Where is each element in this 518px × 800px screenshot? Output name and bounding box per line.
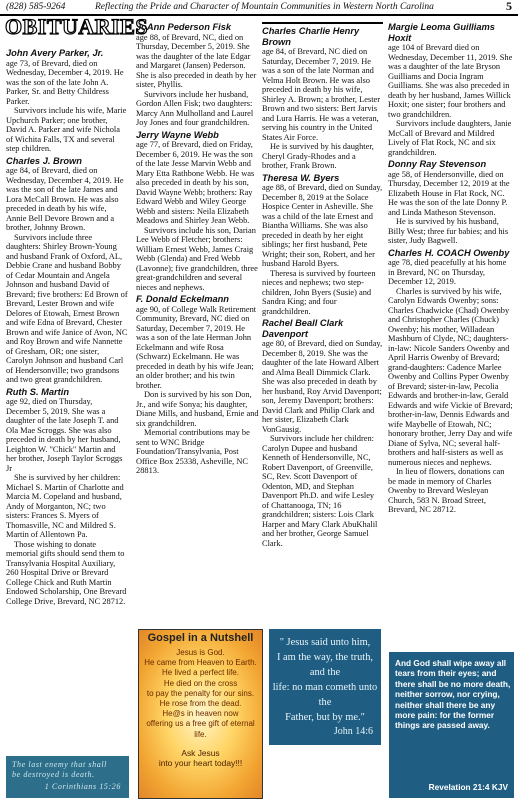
obituary-name: John Avery Parker, Jr. xyxy=(6,48,104,58)
verse-line: I am the way, the truth, and the xyxy=(277,652,373,678)
obituary-paragraph: In lieu of flowers, donations can be made in memory of Charles Owenby to Brevard Wesleyan Church, 583 N. Broad Street, Brevard, NC 28712. xyxy=(388,467,505,514)
verse-line: offering us a free gift of eternal xyxy=(146,719,255,729)
obituary-paragraph: age 84, of Brevard, died on Wednesday, December 4, 2019. He was the son of the late James and Lora McCall Brown. He was also preceded in death by his wife, Annie Bell Devore Brown and a brother, Johnny Brown. xyxy=(6,166,124,232)
obituary-paragraph: She is survived by her children: Michael S. Martin of Charlotte and Marcia M. Copeland and husband, Andy of Morganton, NC; two sisters: Frances S. Myers of Thomasville, NC and Mildred S. Martin of Allentown Pa. xyxy=(6,473,124,539)
obituary-paragraph: Memorial contributions may be sent to WNC Bridge Foundation/Transylvania, Post Office Box 25338, Asheville, NC 28813. xyxy=(136,428,250,475)
obituaries-banner: OBITUARIES xyxy=(5,14,149,39)
obituary-paragraph: age 104 of Brevard died on Wednesday, December 11, 2019. She was a daughter of the late Bryson Guilliams and Docia Ingram Guilliams. She was also preceded in death by her husband, James Willick Hoxit; one sister; four brothers and two grandchildren. xyxy=(388,43,513,119)
obituary-name: Rachel Beall Clark Davenport xyxy=(262,318,344,339)
verse-line: He came from Heaven to Earth. xyxy=(144,658,257,668)
obituary-paragraph: Survivors include her children: Carolyn Dupee and husband Kenneth of Hendersonville, NC, Robert Davenport, of Greenville, SC, Rev. Scott Davenport of Odenton, MD, and Stephan Davenport Ph.D. and wife Lesley of Chattanooga, TN; 16 grandchildren; sisters: Lois Clark Harper and Mary Clark AbuKhalil and her brother, George Samuel Clark. xyxy=(262,434,378,548)
verse-line: Ask Jesus xyxy=(181,747,220,758)
verse-line: He rose from the dead. xyxy=(159,699,242,709)
obituary-paragraph: age 92, died on Thursday, December 5, 2019. She was a daughter of the late Joseph T. and Ola Mae Scroggs. She was also preceded in death by her husband, Leighton W. "Chick" Martin and her brother, Joseph Taylor Scroggs Jr xyxy=(6,397,123,473)
obituary-paragraph: Survivors include daughters, Janie McCall of Brevard and Mildred Lively of Flat Rock, NC and six grandchildren. xyxy=(388,119,512,157)
john-verse-box xyxy=(269,629,381,745)
obituary-paragraph: Survivors include her husband, Gordon Allen Fisk; two daughters: Marcy Ann Mulholland and Laurel Joy Jones and four grandchildren. xyxy=(136,89,254,127)
obituary-paragraph: age 77, of Brevard, died on Friday, December 6, 2019. He was the son of the late Jesse Marvin Webb and Mary Etta Rathbone Webb. He was also preceded in death by his son, David Wayne Webb; brothers: Ray Edward Webb and Wiley George Webb and sisters: Neila Elizabeth Meadows and Shirley Jean Webb. xyxy=(136,140,255,225)
obituary-paragraph: age 84, of Brevard, NC died on Saturday, December 7, 2019. He was a son of the late Norman and Velma Holt Brown. He was also preceded in death by his wife, Shirley A. Brown; a brother, Lester Brown and two sisters: Bert Jarvis and Lura Harris. He was a veteran, serving his country in the United States Air Force. xyxy=(262,47,381,142)
gospel-title: Gospel in a Nutshell xyxy=(147,632,254,644)
column-4 xyxy=(388,20,514,515)
obituary-name: Charles Charlie Henry Brown xyxy=(262,22,383,47)
john-verse-text xyxy=(269,635,381,725)
obituary-paragraph: age 90, of College Walk Retirement Community, Brevard, NC died on Saturday, December 7, 2019. He was a son of the late Herman John Eckelmann and wife Rosa (Schwarz) Eckelmann. He was preceded in death by his wife Jean; an older brother; and his twin brother. xyxy=(136,304,257,390)
obituary-name: Theresa W. Byers xyxy=(262,172,340,183)
obituary-paragraph: Theresa is survived by fourteen nieces and nephews; two step-children, John Byers (Susie) and Sandra King; and four grandchildren. xyxy=(262,268,376,316)
page-number: 5 xyxy=(506,0,512,13)
obituary-paragraph: age 80, of Brevard, died on Sunday, December 8, 2019. She was the daughter of the late Howard Albert and Alma Beall Dimmick Clark. She was also preceded in death by her husband, Roy Arvid Davenport; son, Jeremy Davenport; brothers: David Clark and Philip Clark and her sister, Elizabeth Clark VonGausig. xyxy=(262,339,383,434)
verse-reference: 1 Corinthians 15:26 xyxy=(44,782,121,791)
revelation-verse-reference: Revelation 21:4 KJV xyxy=(428,781,508,792)
verse-line: He lived a perfect life. xyxy=(162,668,239,678)
revelation-verse-box xyxy=(389,652,514,798)
verse-line: " Jesus said unto him, xyxy=(279,637,371,648)
verse-line: be destroyed is death. xyxy=(12,770,95,779)
obituary-paragraph: age 88, of Brevard, NC, died on Thursday, December 5, 2019. She was the daughter of the late Edgar and Margaret (Jansen) Pederson. She is also preceded in death by her sister, Phyllis. xyxy=(136,32,257,89)
obituary-name: F. Donald Eckelmann xyxy=(136,294,229,304)
obituary-paragraph: Survivors include his wife, Marie Upchurch Parker; one brother, David A. Parker and wife Nichola of Wichita Falls, TX and several step children. xyxy=(6,106,127,153)
obituary-paragraph: Survivors include his son, Darian Lee Webb of Fletcher; brothers: William Ernest Webb, James Craig Webb (Glenda) and Fred Webb (Lavonne); five grandchildren, three great-grandchildren and several nieces and nephews. xyxy=(136,225,258,292)
revelation-verse-text: And God shall wipe away all tears from their eyes; and there shall be no more death, neither sorrow, nor crying, neither shall there be any more pain: for the former things are passed away. xyxy=(395,658,511,731)
verse-line: life. xyxy=(194,729,207,739)
column-3 xyxy=(262,20,383,548)
verse-line: life: no man cometh unto the xyxy=(272,682,378,708)
header-tagline: Reflecting the Pride and Character of Mountain Communities in Western North Carolina xyxy=(95,2,434,12)
verse-line: The last enemy that shall xyxy=(12,760,107,769)
obituary-paragraph: He is survived by his daughter, Cheryl Grady-Rhodes and a brother, Frank Brown. xyxy=(262,142,374,170)
column-1 xyxy=(6,46,128,606)
obituary-paragraph: Survivors include three daughters: Shirley Brown-Young and husband Frank of Oxford, AL, Debbie Crane and husband Bobby of Cedar Mountain and Angela Johnson and husband David of Brevard; five brothers: Ed Brown of Brevard, Lester Brown and wife Delores of Etowah, Ernest Brown and wife Edna of Brevard, Chester Brown and wife Janice of Avon, NC and Roy Brown and wife Nannette of Gresham, OR; one sister, Carolyn Johnson and husband Carl of Hendersonville; two grandsons and two great grandchildren. xyxy=(6,232,128,384)
obituary-paragraph: He is survived by his husband, Billy West; three fur babies; and his sister, Judy Bagwell. xyxy=(388,217,509,245)
gospel-ask xyxy=(139,748,262,768)
verse-line: to pay the penalty for our sins. xyxy=(146,688,255,698)
obituary-paragraph: Those wishing to donate memorial gifts should send them to Transylvania Hospital Auxiliary, 260 Hospital Drive or Brevard College Chick and Ruth Martin Endowed Scholarship, One Brevard College Drive, Brevard, NC 28712. xyxy=(6,539,127,606)
obituary-name: Donny Ray Stevenson xyxy=(388,159,487,169)
john-verse-reference: John 14:6 xyxy=(333,726,373,737)
obituary-paragraph: age 88, of Brevard, died on Sunday, December 8, 2019 at the Solace Hospice Center in Asheville. She was a child of the late Ernest and Biantha Williams. She was also preceded in death by her eight siblings; her first husband, Pete Wright; their son, Robert, and her husband Harold Byers. xyxy=(262,183,383,268)
column-2 xyxy=(136,20,259,476)
obituary-name: JoAnn Pederson Fisk xyxy=(136,22,232,32)
obituary-name: Ruth S. Martin xyxy=(6,386,70,397)
verse-line: into your heart today!!! xyxy=(158,757,243,768)
corinthians-verse-box xyxy=(6,756,129,798)
verse-line: He@s in heaven now xyxy=(162,709,239,719)
verse-line: He died on the cross xyxy=(163,678,238,688)
phone-number: (828) 585-9264 xyxy=(6,2,66,12)
obituary-name: Charles J. Brown xyxy=(6,155,82,166)
obituary-name: Charles H. COACH Owenby xyxy=(388,247,510,258)
gospel-body xyxy=(139,648,262,740)
obituary-paragraph: age 58, of Hendersonville, died on Thursday, December 12, 2019 at the Elizabeth House in Flat Rock, NC. He was the son of the late Donny P. and Linda Matheson Stevenson. xyxy=(388,169,510,217)
obituary-name: Jerry Wayne Webb xyxy=(136,129,219,140)
obituary-paragraph: Charles is survived by his wife, Carolyn Edwards Owenby; sons: Charles Chadwicke (Chad) Owenby and Christopher Charles (Chuck) Owenby; his mother, Willadean Mashburn of Clyde, NC; daughters-in-law: Nicole Sanders Owenby and April Harris Owenby of Brevard; grand-daughters: Cadence Marlee Owenby and Collins Pyper Owenby of Brevard; sister-in-law, Pecolia Edwards and brother-in-law, Gerald Edwards and wife Vickie of Brevard; brother-in-law, Dennis Edwards and wife Maybelle of Etowah, NC; honorary brother, Jerry Day and wife Diane of Sylva, NC; several half-brothers and half-sisters as well as numerous nieces and nephews. xyxy=(388,286,513,467)
obituary-paragraph: Don is survived by his son Don, Jr., and wife Sonya; his daughter, Diane Mills, and husband, Ernie and six grandchildren. xyxy=(136,390,259,428)
obituary-paragraph: age 73, of Brevard, died on Wednesday, December 4, 2019. He was the son of the late John A. Parker, Sr. and Betty Childress Parker. xyxy=(6,58,124,106)
gospel-nutshell-box xyxy=(138,629,263,799)
obituary-name: Margie Leoma Guilliams Hoxit xyxy=(388,22,495,43)
verse-line: Jesus is God. xyxy=(176,648,225,657)
verse-line: Father, but by me." xyxy=(285,712,365,723)
obituary-paragraph: age 78, died peacefully at his home in Brevard, NC on Thursday, December 12, 2019. xyxy=(388,258,507,286)
